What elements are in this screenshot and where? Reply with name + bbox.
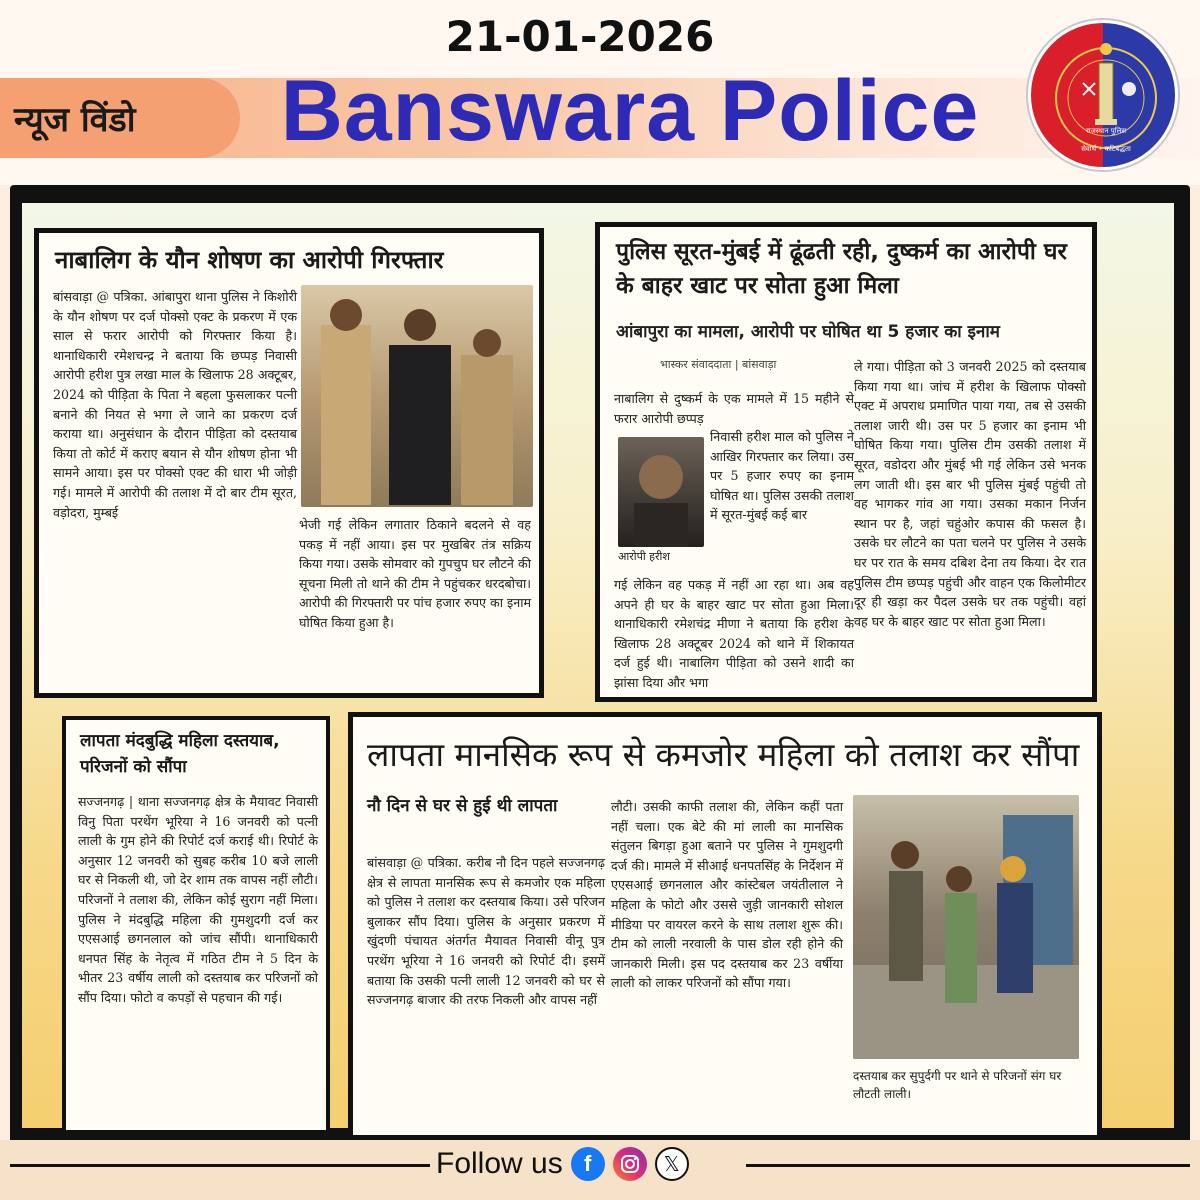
article-body-col2: भेजी गई लेकिन लगातार ठिकाने बदलने से वह पकड़ में नहीं आया। इस पर मुखबिर तंत्र सक्रिय किया गया। उसके सोमवार को गुपचुप घर लौटने की सूचना मिली तो थाने की टीम ने पहुंचकर धरदबोचा। आरोपी की गिरफ्तारी पर पांच हजार रुपए का इनाम घोषित किया हुआ है। — [299, 517, 531, 630]
article-subtitle: आंबापुरा का मामला, आरोपी पर घोषित था 5 हजार का इनाम — [616, 322, 1000, 342]
article-card-3 — [62, 716, 330, 1134]
article-subtitle: नौ दिन से घर से हुई थी लापता — [367, 796, 558, 816]
article-title: लापता मानसिक रूप से कमजोर महिला को तलाश कर सौंपा — [367, 735, 1080, 774]
article-body-col1-top: नाबालिग से दुष्कर्म के एक मामले में 15 महीने से फरार आरोपी छप्पड़ — [614, 391, 854, 426]
article-body-col2: ले गया। पीड़िता को 3 जनवरी 2025 को दस्तयाब किया गया था। जांच में हरीश के खिलाफ पोक्सो एक्ट में अपराध प्रमाणित पाया गया, तब से उसकी तलाश जारी थी। उस पर 5 हजार का इनाम भी घोषित किया गया। पुलिस टीम उसकी तलाश में सूरत, वडोदरा और मुंबई भी गई लेकिन उसे भनक लग जाती थी। इस बार भी पुलिस मुंबई पहुंची तो वह भागकर गांव आ गया। उसका मकान निर्जन स्थान पर है, जहां चहुंओर कपास की फसल है। उसके घर लौटने का पता चलने पर पुलिस ने उसके घर पर रात के समय दबिश देना तय किया। देर रात पुलिस टीम छप्पड़ पहुंची और वाहन एक किलोमीटर दूर ही खड़ा कर पैदल उसके घर तक पहुंची। वहां वह घर के बाहर खाट पर सोता हुआ मिला। — [854, 359, 1086, 629]
article-body-col1-bottom: गई लेकिन वह पकड़ में नहीं आ रहा था। अब वह अपने ही घर के बाहर खाट पर सोता हुआ मिला। थानाधिकारी रमेशचंद्र मीणा ने बताया कि हरीश के खिलाफ 28 अक्टूबर 2024 को थाने में शिकायत दर्ज हुई थी। नाबालिग पीड़िता को उसने शादी का झांसा दिया और भगा — [614, 577, 854, 690]
rajasthan-police-logo — [1028, 20, 1178, 170]
article-title: पुलिस सूरत-मुंबई में ढूंढती रही, दुष्कर्म का आरोपी घर के बाहर खाट पर सोता हुआ मिला — [616, 239, 1067, 299]
article-body-col1: बांसवाड़ा @ पत्रिका. आंबापुरा थाना पुलिस ने किशोरी के यौन शोषण पर दर्ज पोक्सो एक्ट के प्रकरण में एक साल से फरार आरोपी को गिरफ्तार किया है। थानाधिकारी रमेशचन्द्र ने बताया कि छप्पड़ निवासी आरोपी हरीश पुत्र लखा माल के खिलाफ 28 अक्टूबर, 2024 को पीड़िता के पिता ने बहला फुसलाकर पत्नी बनाने की नियत से भगा ले जाने का प्रकरण दर्ज कराया था। अनुसंधान के दौरान पीड़िता को दस्तयाब किया तो कोर्ट में कराए बयान से यौन शोषण होना भी सामने आया। इस पर पोक्सो एक्ट की धारा भी जोड़ी गई। मामले में आरोपी की तलाश में दो बार टीम सूरत, वड़ोदरा, मुम्बई — [53, 289, 297, 520]
logo-motto: सेवार्थ • कटिबद्धता — [1081, 145, 1131, 153]
x-icon[interactable]: 𝕏 — [655, 1147, 689, 1181]
footer-divider-right — [746, 1164, 1190, 1167]
article-card-1 — [34, 228, 544, 698]
article-body-col1-mid: निवासी हरीश माल को पुलिस ने आखिर गिरफ्तार कर लिया। उस पर 5 हजार रुपए का इनाम घोषित था। पुलिस उसकी तलाश में सूरत-मुंबई कई बार — [710, 429, 854, 523]
article-card-2 — [595, 222, 1097, 702]
instagram-icon[interactable] — [613, 1147, 647, 1181]
facebook-icon[interactable]: f — [571, 1147, 605, 1181]
date-text: 21-01-2026 — [445, 12, 715, 61]
news-window-tag: न्यूज विंडो — [0, 78, 240, 158]
photo-caption: आरोपी हरीश — [618, 550, 670, 563]
accused-with-police-photo — [301, 285, 533, 507]
photo-caption: दस्तयाब कर सुपुर्दगी पर थाने से परिजनों संग घर लौटती लाली। — [853, 1069, 1062, 1101]
article-title: नाबालिग के यौन शोषण का आरोपी गिरफ्तार — [55, 246, 444, 274]
follow-us — [436, 1146, 766, 1182]
woman-returning-photo — [853, 795, 1079, 1059]
article-body-col1: बांसवाड़ा @ पत्रिका. करीब नौ दिन पहले सज्जनगढ़ क्षेत्र से लापता मानसिक रूप से कमजोर एक महिला को पुलिस ने तलाश कर दस्तयाब किया। उसे परिजन बुलाकर सौंप दिया। पुलिस के अनुसार प्रकरण में खुंदणी पंचायत अंतर्गत मैयावत निवासी वीनू पुत्र परथेंग भूरिया ने 16 जनवरी को रिपोर्ट दी। इसमें बताया कि उसकी पत्नी लाली 12 जनवरी को घर से सज्जनगढ़ बाजार की तरफ निकली और वापस नहीं — [367, 855, 605, 1008]
article-body: सज्जनगढ़ | थाना सज्जनगढ़ क्षेत्र के मैयावट निवासी विनु पिता परथेंग भूरिया ने 16 जनवरी को पत्नी लाली के गुम होने की रिपोर्ट दर्ज कराई थी। रिपोर्ट के अनुसार 12 जनवरी को सुबह करीब 10 बजे लाली घर से निकली थी, जो देर शाम तक वापस नहीं लौटी। परिजनों ने तलाश की, लेकिन कोई सुराग नहीं मिला। पुलिस ने मंदबुद्धि महिला की गुमशुदगी दर्ज कर एएसआई छगनलाल को जांच सौंपी। थानाधिकारी धनपत सिंह के नेतृत्व में गठित टीम ने 5 दिन के भीतर 23 वर्षीय लाली को दस्तयाब कर परिजनों को सौंप दिया। फोटो व कपड़ों से पहचान की गई। — [78, 794, 318, 1005]
accused-photo — [618, 437, 704, 547]
brand-title: Banswara Police — [280, 63, 980, 159]
footer-divider-left — [10, 1164, 430, 1167]
article-byline: भास्कर संवाददाता | बांसवाड़ा — [660, 358, 777, 371]
article-title: लापता मंदबुद्धि महिला दस्तयाब, परिजनों को सौंपा — [80, 731, 280, 777]
logo-outer-text: राजस्थान पुलिस — [1085, 127, 1127, 135]
article-body-col2: लौटी। उसकी काफी तलाश की, लेकिन कहीं पता नहीं चला। एक बेटे की मां लाली का मानसिक संतुलन बिगड़ा हुआ बताने पर पुलिस ने गुमशुदगी दर्ज की। मामले में सीआई धनपतसिंह के निर्देशन में एएसआई छगनलाल और कांस्टेबल जयंतीलाल ने महिला के फोटो और उससे जुड़ी जानकारी सोशल मीडिया पर वायरल करने के साथ तलाश शुरू की। टीम को लाली नरवाली के पास डोल रही होने की जानकारी मिली। इस पद दस्तयाब कर 23 वर्षीया लाली को लाकर परिजनों को सौंपा गया। — [611, 799, 843, 991]
article-card-4 — [348, 712, 1102, 1140]
follow-us-label: Follow us — [436, 1147, 563, 1180]
